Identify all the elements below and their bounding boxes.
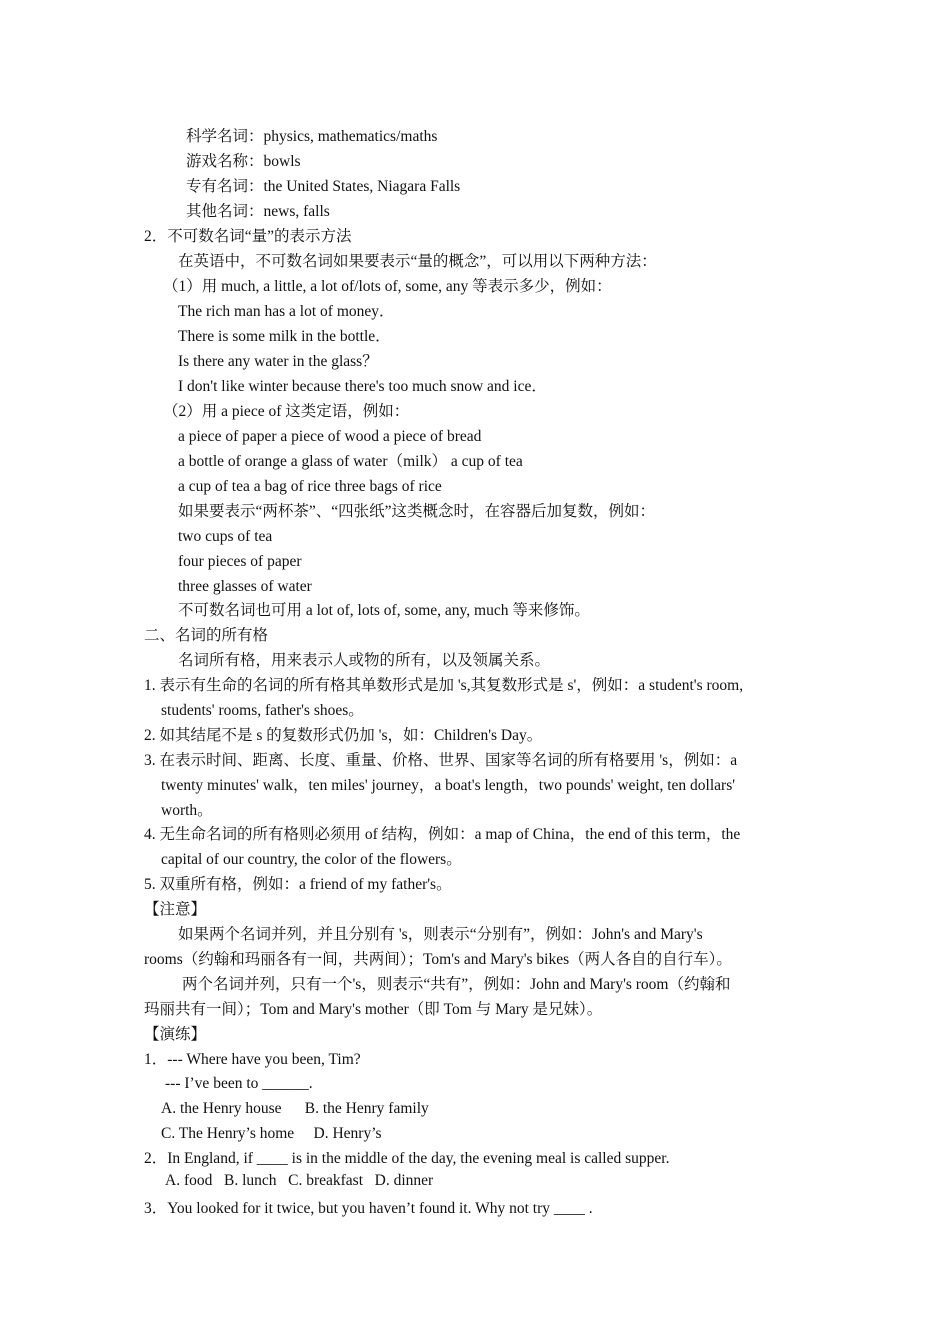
paragraph-plural-containers: 如果要表示“两杯茶”、“四张纸”这类概念时，在容器后加复数，例如： (178, 503, 656, 520)
example-sentence: The rich man has a lot of money． (178, 303, 395, 320)
note-paragraph-2-continued: 玛丽共有一间）；Tom and Mary's mother（即 Tom 与 Mary 是兄妹）。 (144, 1001, 603, 1018)
method-one-heading: （1）用 much, a little, a lot of/lots of, some, any 等表示多少，例如： (163, 278, 612, 295)
line-science-nouns: 科学名词：physics, mathematics/maths (186, 128, 438, 145)
rule-item-1-continued: students' rooms, father's shoes。 (161, 702, 364, 719)
question-2-options: A. food B. lunch C. breakfast D. dinner (165, 1172, 434, 1189)
question-3: 3．You looked for it twice, but you haven’t found it. Why not try ____ . (144, 1200, 593, 1217)
rule-item-1: 1. 表示有生命的名词的所有格其单数形式是加 's,其复数形式是 s'，例如：a student's room, (144, 677, 744, 694)
question-1-options: C. The Henry’s home D. Henry’s (161, 1125, 382, 1142)
line-proper-nouns: 专有名词：the United States, Niagara Falls (186, 178, 461, 195)
example-phrase: a piece of paper a piece of wood a piece of bread (178, 428, 482, 445)
example-phrase: four pieces of paper (178, 553, 302, 570)
question-1-answer-line: --- I’ve been to ______. (165, 1075, 313, 1092)
example-phrase: two cups of tea (178, 528, 273, 545)
note-paragraph-1-continued: rooms（约翰和玛丽各有一间，共两间）；Tom's and Mary's bikes（两人各自的自行车）。 (144, 951, 732, 968)
question-1: 1．--- Where have you been, Tim? (144, 1051, 361, 1068)
rule-item-5: 5. 双重所有格，例如：a friend of my father's。 (144, 876, 452, 893)
section-heading-quantity: 2．不可数名词“量”的表示方法 (144, 228, 352, 245)
paragraph-modifiers: 不可数名词也可用 a lot of, lots of, some, any, much 等来修饰。 (178, 602, 590, 619)
note-paragraph-1: 如果两个名词并列，并且分别有 's，则表示“分别有”，例如：John's and Mary's (178, 926, 703, 943)
note-heading: 【注意】 (144, 901, 207, 918)
rule-item-4: 4. 无生命名词的所有格则必须用 of 结构，例如：a map of China，the end of this term，the (144, 826, 741, 843)
question-2: 2．In England, if ____ is in the middle of the day, the evening meal is called supper. (144, 1150, 670, 1167)
practice-heading: 【演练】 (144, 1026, 207, 1043)
example-sentence: There is some milk in the bottle． (178, 328, 391, 345)
example-sentence: Is there any water in the glass？ (178, 353, 378, 370)
rule-item-2: 2. 如其结尾不是 s 的复数形式仍加 's，如：Children's Day。 (144, 727, 543, 744)
example-phrase: a bottle of orange a glass of water（milk） a cup of tea (178, 453, 523, 470)
example-sentence: I don't like winter because there's too much snow and ice． (178, 378, 547, 395)
note-paragraph-2: 两个名词并列，只有一个's，则表示“共有”，例如：John and Mary's room（约翰和 (182, 976, 731, 993)
line-game-names: 游戏名称：bowls (186, 153, 301, 170)
rule-item-4-continued: capital of our country, the color of the flowers。 (161, 851, 462, 868)
rule-item-3-continued: twenty minutes' walk，ten miles' journey，a boat's length，two pounds' weight, ten dollars' (161, 777, 736, 794)
section-heading-possessive: 二、名词的所有格 (144, 627, 269, 644)
paragraph-quantity-intro: 在英语中，不可数名词如果要表示“量的概念”，可以用以下两种方法： (178, 253, 657, 270)
example-phrase: a cup of tea a bag of rice three bags of rice (178, 478, 442, 495)
line-other-nouns: 其他名词：news, falls (186, 203, 330, 220)
method-two-heading: （2）用 a piece of 这类定语，例如： (163, 403, 410, 420)
question-1-options: A. the Henry house B. the Henry family (161, 1100, 429, 1117)
rule-item-3-continued: worth。 (161, 802, 213, 819)
paragraph-possessive-intro: 名词所有格，用来表示人或物的所有，以及领属关系。 (178, 652, 551, 669)
example-phrase: three glasses of water (178, 578, 312, 595)
rule-item-3: 3. 在表示时间、距离、长度、重量、价格、世界、国家等名词的所有格要用 's，例如：a (144, 752, 738, 769)
